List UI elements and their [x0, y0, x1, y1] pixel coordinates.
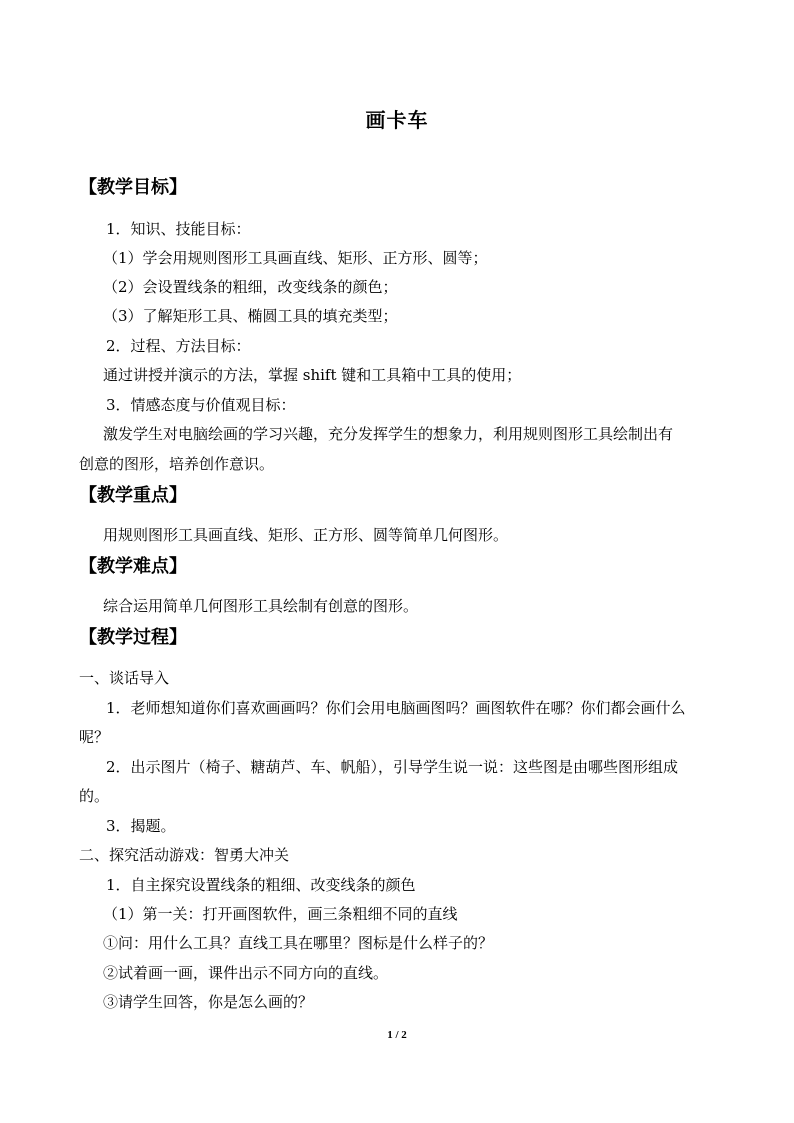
process-2-level-1: （1）第一关：打开画图软件，画三条粗细不同的直线: [103, 905, 458, 923]
objective-2: 2．过程、方法目标：: [106, 337, 251, 355]
process-1-item-2: 2．出示图片（椅子、糖葫芦、车、帆船），引导学生说一说：这些图是由哪些图形组成: [106, 758, 679, 776]
key-points-text: 用规则图形工具画直线、矩形、正方形、圆等简单几何图形。: [103, 526, 509, 544]
section-heading-key-points: 【教学重点】: [79, 485, 187, 506]
objective-1-item-1: （1）学会用规则图形工具画直线、矩形、正方形、圆等；: [103, 249, 488, 267]
page-number: 1 / 2: [387, 1029, 407, 1041]
objective-3-text-cont: 创意的图形，培养创作意识。: [79, 455, 275, 473]
process-part-2: 二、探究活动游戏：智勇大冲关: [79, 846, 290, 864]
process-question-3: ③请学生回答，你是怎么画的？: [103, 993, 314, 1011]
difficult-points-text: 综合运用简单几何图形工具绘制有创意的图形。: [103, 597, 419, 615]
objective-3: 3．情感态度与价值观目标：: [106, 396, 296, 414]
process-2-item-1: 1．自主探究设置线条的粗细、改变线条的颜色: [106, 876, 416, 894]
section-heading-process: 【教学过程】: [79, 627, 187, 648]
objective-1-item-2: （2）会设置线条的粗细，改变线条的颜色；: [103, 278, 398, 296]
process-1-item-2-cont: 的。: [79, 787, 110, 805]
objective-3-text: 激发学生对电脑绘画的学习兴趣，充分发挥学生的想象力，利用规则图形工具绘制出有: [103, 425, 674, 443]
process-part-1: 一、谈话导入: [79, 669, 170, 687]
process-question-2: ②试着画一画，课件出示不同方向的直线。: [103, 964, 389, 982]
process-1-item-1: 1．老师想知道你们喜欢画画吗？你们会用电脑画图吗？画图软件在哪？你们都会画什么: [106, 699, 686, 717]
section-heading-objectives: 【教学目标】: [79, 177, 187, 198]
objective-1-item-3: （3）了解矩形工具、椭圆工具的填充类型；: [103, 307, 398, 325]
objective-1: 1．知识、技能目标：: [106, 220, 251, 238]
page-title: 画卡车: [365, 108, 429, 132]
objective-2-text: 通过讲授并演示的方法，掌握 shift 键和工具箱中工具的使用；: [103, 366, 522, 384]
process-question-1: ①问：用什么工具？直线工具在哪里？图标是什么样子的？: [103, 934, 494, 952]
process-1-item-3: 3．揭题。: [106, 817, 176, 835]
section-heading-difficult-points: 【教学难点】: [79, 556, 187, 577]
process-1-item-1-cont: 呢？: [79, 728, 110, 746]
